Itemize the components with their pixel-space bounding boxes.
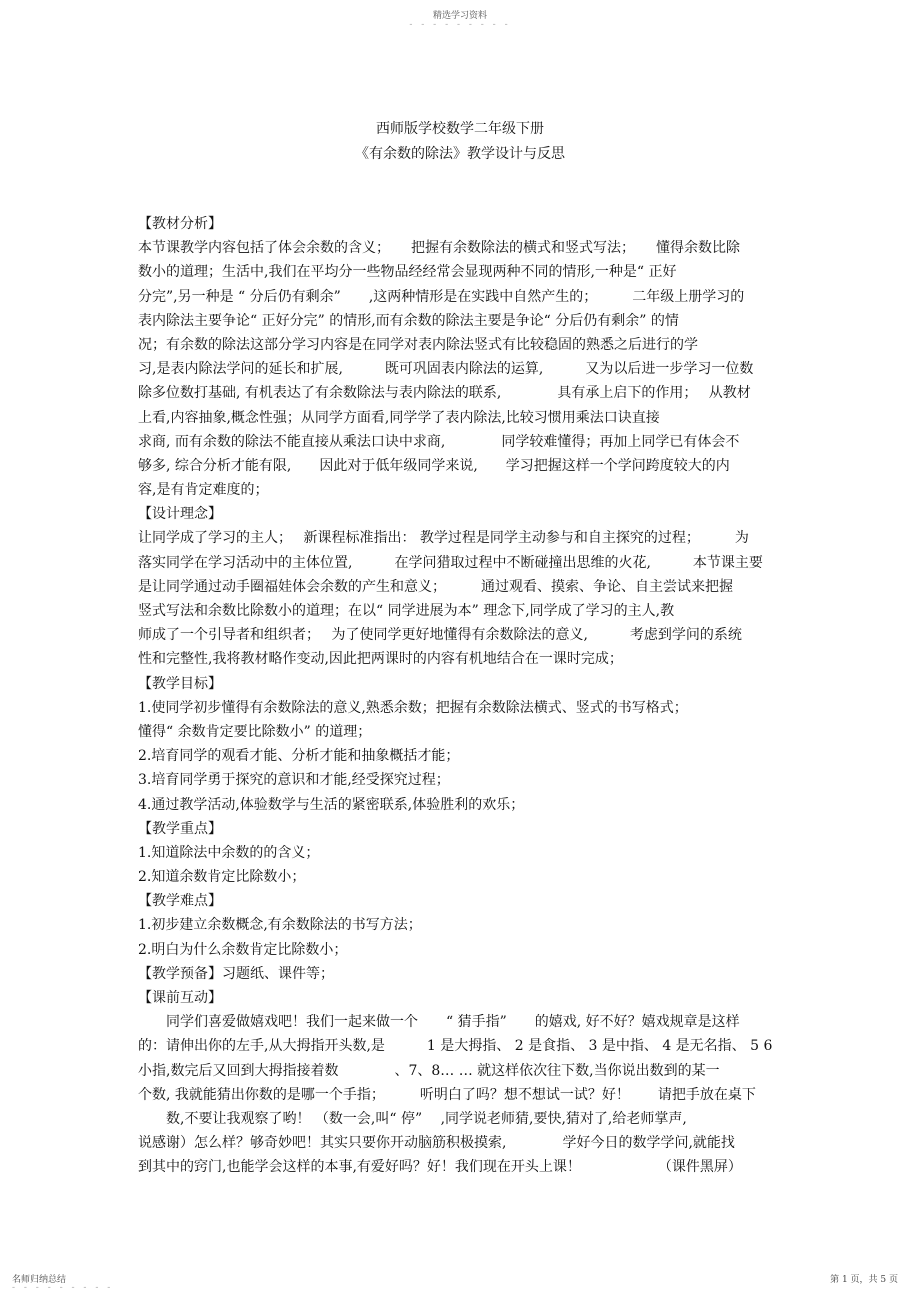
text-line: 性和完整性,我将教材略作变动,因此把两课时的内容有机地结合在一课时完成； xyxy=(138,651,623,668)
footer-left-dashes: - - - - - - - - - xyxy=(12,1283,114,1293)
text-line: 【教学重点】 xyxy=(138,820,222,837)
text-line: 分完”,另一种是 “ 分后仍有剩余” ,这两种情形是在实践中自然产生的； 二年级上册学习的 xyxy=(138,288,745,305)
text-line: 4.通过教学活动,体验数学与生活的紧密联系,体验胜利的欢乐； xyxy=(138,796,525,813)
text-line: 竖式写法和余数比除数小的道理；在以“ 同学进展为本” 理念下,同学成了学习的主人,教 xyxy=(138,603,675,619)
text-line: 容,是有肯定难度的； xyxy=(138,482,269,499)
document-subtitle: 《有余数的除法》教学设计与反思 xyxy=(355,146,565,162)
text-line: 说感谢）怎么样？够奇妙吧！其实只要你开动脑筋积极摸索, 学好今日的数学学问,就能找 xyxy=(138,1135,735,1152)
text-line: 是让同学通过动手圈福娃体会余数的产生和意义； 通过观看、摸索、争论、自主尝试来把握 xyxy=(138,578,733,595)
page-number: 第 1 页，共 5 页 xyxy=(830,1275,898,1285)
footer-left-label: 名师归纳总结 xyxy=(12,1275,67,1285)
text-line: 【教学目标】 xyxy=(138,675,222,692)
text-line: 让同学成了学习的主人； 新课程标准指出： 教学过程是同学主动参与和自主探究的过程； 为 xyxy=(138,530,749,547)
text-line: 落实同学在学习活动中的主体位置, 在学问猎取过程中不断碰撞出思维的火花, 本节课主要 xyxy=(138,554,763,571)
text-line: 数,不要让我观察了哟！ （数一会,叫“ 停” ,同学说老师猜,要快,猜对了,给老师掌声, xyxy=(138,1110,687,1127)
text-line: 2.培育同学的观看才能、分析才能和抽象概括才能； xyxy=(138,748,460,765)
page-header-label: 精选学习资料 xyxy=(432,11,487,21)
document-title: 西师版学校数学二年级下册 xyxy=(376,121,544,137)
text-line: 到其中的窍门,也能学会这样的本事,有爱好吗？好！我们现在开头上课！ （课件黑屏） xyxy=(138,1159,742,1176)
text-line: 同学们喜爱做嬉戏吧！我们一起来做一个 “ 猜手指” 的嬉戏, 好不好？嬉戏规章是这样 xyxy=(138,1014,740,1031)
text-line: 1.使同学初步懂得有余数除法的意义,熟悉余数；把握有余数除法横式、竖式的书写格式； xyxy=(138,699,688,716)
text-line: 求商, 而有余数的除法不能直接从乘法口诀中求商, 同学较难懂得；再加上同学已有体会不 xyxy=(138,433,740,450)
text-line: 【教材分析】 xyxy=(138,216,222,232)
page-header-dashes: - - - - - - - - - xyxy=(409,20,511,30)
text-line: 师成了一个引导者和组织者； 为了使同学更好地懂得有余数除法的意义, 考虑到学问的系统 xyxy=(138,627,742,644)
text-line: 习,是表内除法学问的延长和扩展, 既可巩固表内除法的运算, 又为以后进一步学习一位数 xyxy=(138,361,754,378)
text-line: 够多, 综合分析才能有限, 因此对于低年级同学来说, 学习把握这样一个学问跨度较大的内 xyxy=(138,457,730,474)
text-line: 个数, 我就能猜出你数的是哪一个手指； 听明白了吗？想不想试一试？好！ 请把手放在桌下 xyxy=(138,1086,756,1103)
text-line: 【教学难点】 xyxy=(138,893,222,910)
document-body xyxy=(138,212,788,1180)
text-line: 除多位数打基础, 有机表达了有余数除法与表内除法的联系, 具有承上启下的作用； 从教材 xyxy=(138,385,751,402)
text-line: 3.培育同学勇于探究的意识和才能,经受探究过程； xyxy=(138,772,450,789)
text-line: 上看,内容抽象,概念性强；从同学方面看,同学学了表内除法,比较习惯用乘法口诀直接 xyxy=(138,409,660,426)
text-line: 1.知道除法中余数的的含义； xyxy=(138,844,320,861)
text-line: 【课前互动】 xyxy=(138,990,222,1006)
text-line: 的：请伸出你的左手,从大拇指开头数,是 1 是大拇指、 2 是食指、 3 是中指、 4 是无名指、 5 6 xyxy=(138,1038,773,1055)
text-line: 2.明白为什么余数肯定比除数小； xyxy=(138,941,348,958)
text-line: 【教学预备】习题纸、课件等； xyxy=(138,965,334,982)
text-line: 况；有余数的除法这部分学习内容是在同学对表内除法竖式有比较稳固的熟悉之后进行的学 xyxy=(138,336,698,353)
text-line: 【设计理念】 xyxy=(138,506,222,523)
text-line: 数小的道理；生活中,我们在平均分一些物品经经常会显现两种不同的情形,一种是“ 正好 xyxy=(138,264,677,281)
text-line: 懂得“ 余数肯定要比除数小” 的道理； xyxy=(138,723,372,740)
text-line: 2.知道余数肯定比除数小； xyxy=(138,869,306,886)
text-line: 小指,数完后又回到大拇指接着数 、7、8… … 就这样依次往下数,当你说出数到的某一 xyxy=(138,1062,720,1079)
text-line: 表内除法主要争论“ 正好分完” 的情形,而有余数的除法主要是争论“ 分后仍有剩余” 的情 xyxy=(138,312,679,329)
text-line: 1.初步建立余数概念,有余数除法的书写方法； xyxy=(138,917,422,934)
text-line: 本节课教学内容包括了体会余数的含义； 把握有余数除法的横式和竖式写法； 懂得余数比除 xyxy=(138,240,740,257)
